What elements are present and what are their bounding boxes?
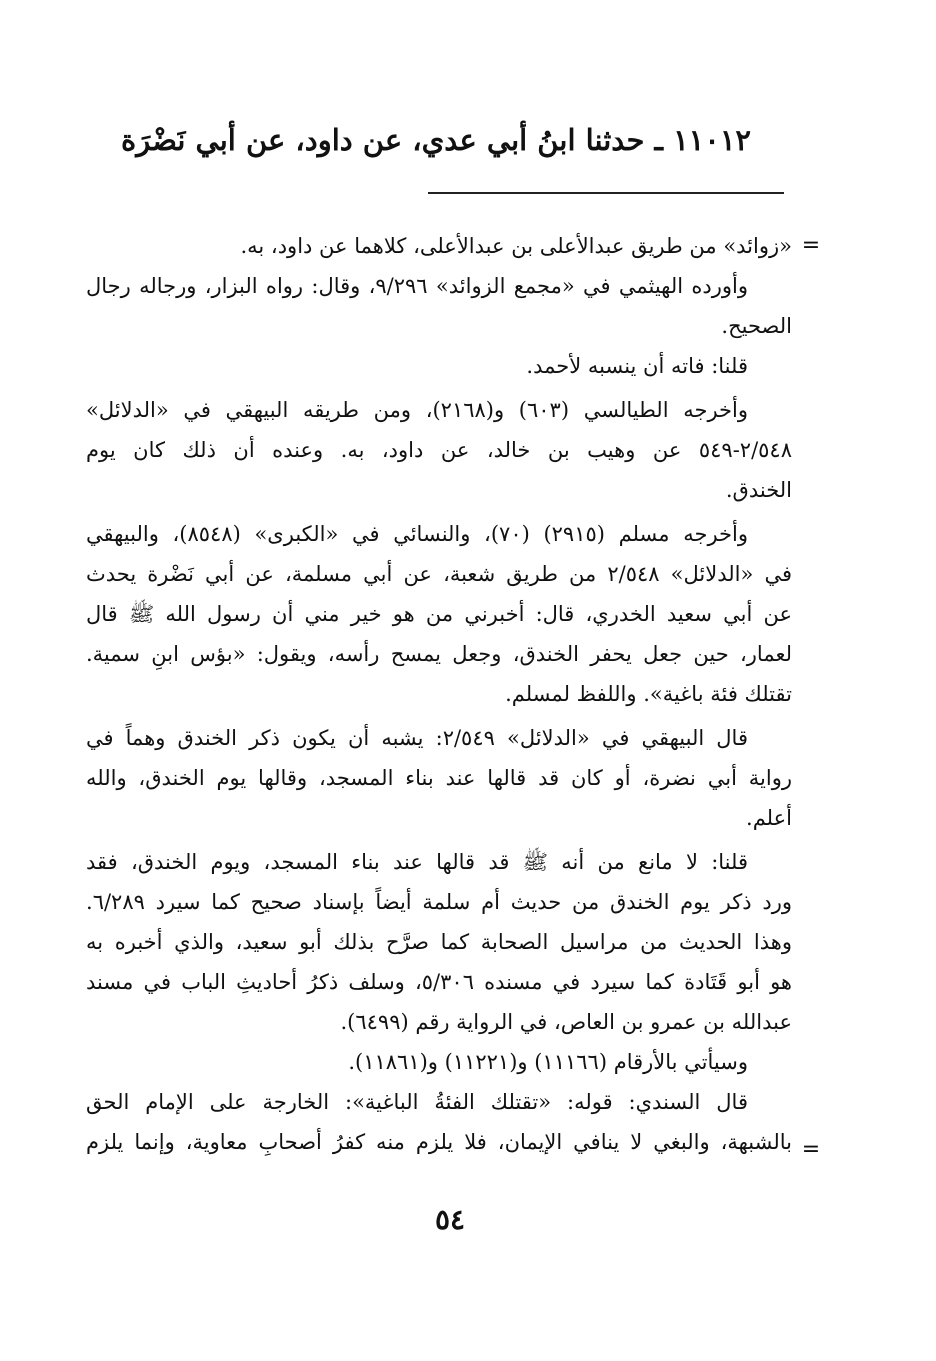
footnote-line: الصحيح. [721,314,792,338]
footnote-line: عبدالله بن عمرو بن العاص، في الرواية رقم (٦٤٩٩). [340,1010,792,1034]
footnote-line: وأخرجه الطيالسي (٦٠٣) و(٢١٦٨)، ومن طريقه البيهقي في «الدلائل» [86,398,748,422]
footnote-line: «زوائد» من طريق عبدالأعلى بن عبدالأعلى، كلاهما عن داود، به. [240,234,792,258]
footnote-line: وهذا الحديث من مراسيل الصحابة كما صرَّح بذلك أبو سعيد، والذي أخبره به [86,930,792,954]
footnote-line: الخندق. [725,478,792,502]
footnote-line: في «الدلائل» ٢/٥٤٨ من طريق شعبة، عن أبي مسلمة، عن أبي نَضْرة يحدث [86,562,792,586]
hadith-heading: ١١٠١٢ ـ حدثنا ابنُ أبي عدي، عن داود، عن أبي نَضْرَة [121,123,751,157]
footnotes-block [86,226,792,1162]
continuation-mark-top: = [801,233,821,258]
footnote-separator [428,192,784,194]
footnote-line: قلنا: لا مانع من أنه ﷺ قد قالها عند بناء المسجد، ويوم الخندق، فقد [86,850,748,874]
footnote-line: أعلم. [746,806,792,830]
footnote-line: وأورده الهيثمي في «مجمع الزوائد» ٩/٢٩٦، وقال: رواه البزار، ورجاله رجال [86,274,748,298]
page-number: ٥٤ [434,1203,466,1236]
continuation-mark-bottom: = [801,1137,821,1162]
footnote-line: رواية أبي نضرة، أو كان قد قالها عند بناء المسجد، وقالها يوم الخندق، والله [86,766,792,790]
footnote-line: وسيأتي بالأرقام (١١١٦٦) و(١١٢٢١) و(١١٨٦١). [348,1050,748,1074]
footnote-line: ورد ذكر يوم الخندق من حديث أم سلمة أيضاً بإسناد صحيح كما سيرد ٦/٢٨٩. [86,890,792,914]
footnote-line: قال البيهقي في «الدلائل» ٢/٥٤٩: يشبه أن يكون ذكر الخندق وهماً في [86,726,748,750]
footnote-line: وأخرجه مسلم (٢٩١٥) (٧٠)، والنسائي في «الكبرى» (٨٥٤٨)، والبيهقي [86,522,748,546]
footnote-line: ٢/٥٤٨-٥٤٩ عن وهيب بن خالد، عن داود، به. وعنده أن ذلك كان يوم [86,438,792,462]
footnote-line: قال السندي: قوله: «تقتلك الفئةُ الباغية»: الخارجة على الإمام الحق [86,1090,748,1114]
footnote-line: هو أبو قَتَادة كما سيرد في مسنده ٥/٣٠٦، وسلف ذكرُ أحاديثِ الباب في مسند [86,970,792,994]
footnote-line: لعمار، حين جعل يحفر الخندق، وجعل يمسح رأسه، ويقول: «بؤس ابنِ سمية. [86,642,792,666]
footnote-line: عن أبي سعيد الخدري، قال: أخبرني من هو خير مني أن رسول الله ﷺ قال [86,602,792,626]
footnote-line: قلنا: فاته أن ينسبه لأحمد. [526,354,748,378]
footnote-line: تقتلك فئة باغية». واللفظ لمسلم. [505,682,792,706]
footnote-line: بالشبهة، والبغي لا ينافي الإيمان، فلا يلزم منه كفرُ أصحابِ معاوية، وإنما يلزم [86,1130,792,1154]
